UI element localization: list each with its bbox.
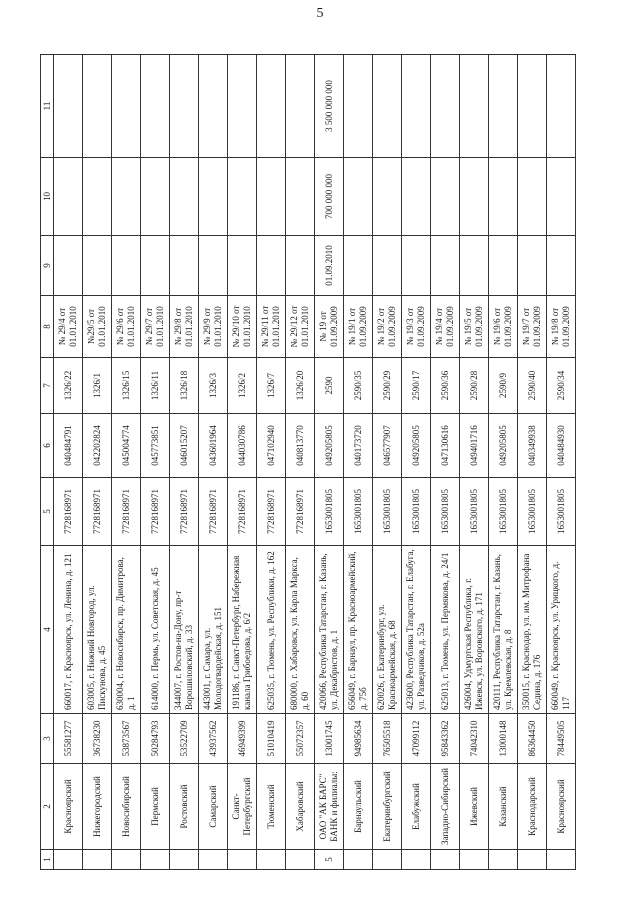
- date-cell: [402, 236, 431, 296]
- okpo-code-cell: 94985634: [344, 714, 373, 764]
- total-limit-cell: [54, 55, 83, 158]
- row-number-cell: [141, 850, 170, 870]
- row-number-cell: [170, 850, 199, 870]
- row-number-cell: [344, 850, 373, 870]
- branch-name-cell: Пермский: [141, 764, 170, 850]
- amount-limit-cell: [489, 158, 518, 236]
- registration-number-cell: 2590/35: [344, 358, 373, 414]
- agreement-number-cell: № 29/10 от 01.01.2010: [228, 296, 257, 358]
- row-number-cell: [489, 850, 518, 870]
- table-row: [518, 55, 547, 870]
- registration-number-cell: 1326/15: [112, 358, 141, 414]
- inn-cell: 1653001805: [315, 478, 344, 546]
- address-cell: 423600, Республика Татарстан, г. Елабуга, ул. Разведчиков, д. 52а: [402, 546, 431, 714]
- total-limit-cell: [170, 55, 199, 158]
- date-cell: [286, 236, 315, 296]
- agreement-number-cell: № 29/9 от 01.01.2010: [199, 296, 228, 358]
- okpo-code-cell: 13000148: [489, 714, 518, 764]
- row-number-cell: [547, 850, 576, 870]
- date-cell: [518, 236, 547, 296]
- registration-number-cell: 1326/7: [257, 358, 286, 414]
- total-limit-cell: [141, 55, 170, 158]
- row-number-cell: [199, 850, 228, 870]
- okpo-code-cell: 50284793: [141, 714, 170, 764]
- column-header-6: 6: [41, 414, 54, 478]
- registration-number-cell: 1326/2: [228, 358, 257, 414]
- okpo-code-cell: 43937562: [199, 714, 228, 764]
- registration-number-cell: 1326/20: [286, 358, 315, 414]
- row-number-cell: [286, 850, 315, 870]
- date-cell: [489, 236, 518, 296]
- amount-limit-cell: [54, 158, 83, 236]
- page-number: 5: [316, 6, 324, 21]
- amount-limit-cell: [112, 158, 141, 236]
- inn-cell: 7728168971: [199, 478, 228, 546]
- registration-number-cell: 2590/34: [547, 358, 576, 414]
- registration-number-cell: 1326/1: [83, 358, 112, 414]
- inn-cell: 1653001805: [344, 478, 373, 546]
- bik-cell: 047130616: [431, 414, 460, 478]
- column-header-8: 8: [41, 296, 54, 358]
- branch-name-cell: Ижевский: [460, 764, 489, 850]
- registration-number-cell: 1326/3: [199, 358, 228, 414]
- address-cell: 625013, г. Тюмень, ул. Пермякова, д. 24/1: [431, 546, 460, 714]
- okpo-code-cell: 55581277: [54, 714, 83, 764]
- registration-number-cell: 2590/29: [373, 358, 402, 414]
- branch-name-cell: Красноярский: [54, 764, 83, 850]
- row-number-cell: [112, 850, 141, 870]
- bik-cell: 045773851: [141, 414, 170, 478]
- bik-cell: 040484930: [547, 414, 576, 478]
- agreement-number-cell: № 29/11 от 01.01.2010: [257, 296, 286, 358]
- column-header-1: 1: [41, 850, 54, 870]
- column-header-3: 3: [41, 714, 54, 764]
- column-header-5: 5: [41, 478, 54, 546]
- date-cell: [460, 236, 489, 296]
- total-limit-cell: [199, 55, 228, 158]
- okpo-code-cell: 74042310: [460, 714, 489, 764]
- row-number-cell: [54, 850, 83, 870]
- table-row: [489, 55, 518, 870]
- branch-name-cell: Красноярский: [547, 764, 576, 850]
- amount-limit-cell: [257, 158, 286, 236]
- bik-cell: 049205805: [315, 414, 344, 478]
- table-row: [431, 55, 460, 870]
- date-cell: [83, 236, 112, 296]
- total-limit-cell: [373, 55, 402, 158]
- table-row: [257, 55, 286, 870]
- total-limit-cell: [518, 55, 547, 158]
- branch-name-cell: Хабаровский: [286, 764, 315, 850]
- date-cell: [228, 236, 257, 296]
- okpo-code-cell: 53522709: [170, 714, 199, 764]
- branch-name-cell: Барнаульский: [344, 764, 373, 850]
- address-cell: 656049, г. Барнаул, пр. Красноармейский, д. 75б: [344, 546, 373, 714]
- total-limit-cell: [257, 55, 286, 158]
- agreement-number-cell: № 29/12 от 01.01.2010: [286, 296, 315, 358]
- inn-cell: 1653001805: [489, 478, 518, 546]
- agreement-number-cell: № 19/6 от 01.09.2009: [489, 296, 518, 358]
- total-limit-cell: [83, 55, 112, 158]
- total-limit-cell: [402, 55, 431, 158]
- agreement-number-cell: № 29/4 от 01.01.2010: [54, 296, 83, 358]
- column-header-10: 10: [41, 158, 54, 236]
- registration-number-cell: 1326/11: [141, 358, 170, 414]
- bik-cell: 040813770: [286, 414, 315, 478]
- registration-number-cell: 2590/28: [460, 358, 489, 414]
- agreement-number-cell: № 19/1 от 01.09.2009: [344, 296, 373, 358]
- address-cell: 660017, г. Красноярск, ул. Ленина, д. 121: [54, 546, 83, 714]
- inn-cell: 7728168971: [170, 478, 199, 546]
- registration-number-cell: 1326/18: [170, 358, 199, 414]
- inn-cell: 7728168971: [141, 478, 170, 546]
- branch-name-cell: Екатеринбургский: [373, 764, 402, 850]
- bik-cell: 040484791: [54, 414, 83, 478]
- bik-cell: 046015207: [170, 414, 199, 478]
- column-header-9: 9: [41, 236, 54, 296]
- address-cell: 660049, г. Красноярск, ул. Урицкого, д. 117: [547, 546, 576, 714]
- branch-name-cell: ОАО "АК БАРС" БАНК и филиалы:: [315, 764, 344, 850]
- agreement-number-cell: № 19/3 от 01.09.2009: [402, 296, 431, 358]
- address-cell: 625035, г. Тюмень, ул. Республики, д. 162: [257, 546, 286, 714]
- agreement-number-cell: № 29/6 от 01.01.2010: [112, 296, 141, 358]
- table-row: [83, 55, 112, 870]
- bik-cell: 049401716: [460, 414, 489, 478]
- table-row: [170, 55, 199, 870]
- okpo-code-cell: 55072357: [286, 714, 315, 764]
- row-number-cell: [402, 850, 431, 870]
- registration-number-cell: 2590/40: [518, 358, 547, 414]
- table-row: [141, 55, 170, 870]
- address-cell: 680000, г. Хабаровск, ул. Карла Маркса, д. 60: [286, 546, 315, 714]
- date-cell: [170, 236, 199, 296]
- table-header-row: [41, 55, 54, 870]
- amount-limit-cell: [83, 158, 112, 236]
- amount-limit-cell: [373, 158, 402, 236]
- date-cell: [199, 236, 228, 296]
- total-limit-cell: [286, 55, 315, 158]
- row-number-cell: [228, 850, 257, 870]
- bik-cell: 040349938: [518, 414, 547, 478]
- amount-limit-cell: [431, 158, 460, 236]
- register-table: [40, 54, 576, 870]
- date-cell: [54, 236, 83, 296]
- amount-limit-cell: [402, 158, 431, 236]
- okpo-code-cell: 46949399: [228, 714, 257, 764]
- branch-name-cell: Санкт-Петербургский: [228, 764, 257, 850]
- branch-name-cell: Нижегородский: [83, 764, 112, 850]
- address-cell: 426004, Удмуртская Республика, г. Ижевск, ул. Воровского, д. 171: [460, 546, 489, 714]
- amount-limit-cell: [460, 158, 489, 236]
- registration-number-cell: 2590/36: [431, 358, 460, 414]
- inn-cell: 1653001805: [460, 478, 489, 546]
- row-number-cell: [83, 850, 112, 870]
- agreement-number-cell: № 19/2 от 01.09.2009: [373, 296, 402, 358]
- row-number-cell: [431, 850, 460, 870]
- branch-name-cell: Елабужский: [402, 764, 431, 850]
- address-cell: 443001, г. Самара, ул. Молодогвардейская, д. 151: [199, 546, 228, 714]
- agreement-number-cell: № 19/4 от 01.09.2009: [431, 296, 460, 358]
- bik-cell: 049205805: [489, 414, 518, 478]
- okpo-code-cell: 53873567: [112, 714, 141, 764]
- okpo-code-cell: 76505518: [373, 714, 402, 764]
- rotated-table-container: [40, 55, 608, 870]
- table-row: [286, 55, 315, 870]
- address-cell: 191186, г. Санкт-Петербург, Набережная канала Грибоедова, д. 6/2: [228, 546, 257, 714]
- total-limit-cell: [460, 55, 489, 158]
- agreement-number-cell: № 19/5 от 01.09.2009: [460, 296, 489, 358]
- bik-cell: 040173720: [344, 414, 373, 478]
- column-header-11: 11: [41, 55, 54, 158]
- amount-limit-cell: [228, 158, 257, 236]
- date-cell: [112, 236, 141, 296]
- row-number-cell: [460, 850, 489, 870]
- amount-limit-cell: [518, 158, 547, 236]
- branch-name-cell: Казанский: [489, 764, 518, 850]
- okpo-code-cell: 51010419: [257, 714, 286, 764]
- amount-limit-cell: [547, 158, 576, 236]
- registration-number-cell: 2590/9: [489, 358, 518, 414]
- address-cell: 603005, г. Нижний Новгород, ул. Пискунова, д. 45: [83, 546, 112, 714]
- amount-limit-cell: [344, 158, 373, 236]
- branch-name-cell: Ростовский: [170, 764, 199, 850]
- registration-number-cell: 2590: [315, 358, 344, 414]
- okpo-code-cell: 47099112: [402, 714, 431, 764]
- amount-limit-cell: [199, 158, 228, 236]
- bik-cell: 046577907: [373, 414, 402, 478]
- address-cell: 350015, г. Краснодар, ул. им. Митрофана Седина, д. 176: [518, 546, 547, 714]
- column-header-7: 7: [41, 358, 54, 414]
- total-limit-cell: [547, 55, 576, 158]
- address-cell: 344007, г. Ростов-на-Дону, пр-т Ворошиловский, д. 33: [170, 546, 199, 714]
- table-row: [460, 55, 489, 870]
- branch-name-cell: Западно-Сибирский: [431, 764, 460, 850]
- total-limit-cell: [489, 55, 518, 158]
- bik-cell: 047102940: [257, 414, 286, 478]
- date-cell: [344, 236, 373, 296]
- inn-cell: 1653001805: [547, 478, 576, 546]
- total-limit-cell: [112, 55, 141, 158]
- date-cell: [431, 236, 460, 296]
- branch-name-cell: Новосибирский: [112, 764, 141, 850]
- address-cell: 420066, Республика Татарстан, г. Казань, ул. Декабристов, д. 1: [315, 546, 344, 714]
- inn-cell: 7728168971: [83, 478, 112, 546]
- total-limit-cell: [228, 55, 257, 158]
- inn-cell: 1653001805: [431, 478, 460, 546]
- row-number-cell: [257, 850, 286, 870]
- table-row: [344, 55, 373, 870]
- branch-name-cell: Самарский: [199, 764, 228, 850]
- inn-cell: 7728168971: [257, 478, 286, 546]
- inn-cell: 1653001805: [373, 478, 402, 546]
- table-row: [402, 55, 431, 870]
- address-cell: 614000, г. Пермь, ул. Советская, д. 45: [141, 546, 170, 714]
- date-cell: [373, 236, 402, 296]
- inn-cell: 7728168971: [228, 478, 257, 546]
- branch-name-cell: Краснодарский: [518, 764, 547, 850]
- branch-name-cell: Тюменский: [257, 764, 286, 850]
- bik-cell: 044030786: [228, 414, 257, 478]
- agreement-number-cell: № 19 от 01.09.2009: [315, 296, 344, 358]
- inn-cell: 1653001805: [402, 478, 431, 546]
- date-cell: [547, 236, 576, 296]
- okpo-code-cell: 36738230: [83, 714, 112, 764]
- address-cell: 630004, г. Новосибирск, пр. Димитрова, д. 1: [112, 546, 141, 714]
- date-cell: 01.09.2010: [315, 236, 344, 296]
- agreement-number-cell: № 29/7 от 01.01.2010: [141, 296, 170, 358]
- amount-limit-cell: [286, 158, 315, 236]
- row-number-cell: [518, 850, 547, 870]
- inn-cell: 7728168971: [286, 478, 315, 546]
- column-header-2: 2: [41, 764, 54, 850]
- address-cell: 420111, Республика Татарстан, г. Казань, ул. Кремлевская, д. 8: [489, 546, 518, 714]
- okpo-code-cell: 86364450: [518, 714, 547, 764]
- agreement-number-cell: № 19/8 от 01.09.2009: [547, 296, 576, 358]
- total-limit-cell: [431, 55, 460, 158]
- table-row: [315, 55, 344, 870]
- okpo-code-cell: 13001745: [315, 714, 344, 764]
- table-row: [547, 55, 576, 870]
- okpo-code-cell: 78449505: [547, 714, 576, 764]
- agreement-number-cell: №29/5 от 01.01.2010: [83, 296, 112, 358]
- table-row: [373, 55, 402, 870]
- okpo-code-cell: 95843362: [431, 714, 460, 764]
- registration-number-cell: 2590/17: [402, 358, 431, 414]
- inn-cell: 7728168971: [112, 478, 141, 546]
- table-row: [54, 55, 83, 870]
- total-limit-cell: [344, 55, 373, 158]
- registration-number-cell: 1326/22: [54, 358, 83, 414]
- row-number-cell: 5: [315, 850, 344, 870]
- table-row: [228, 55, 257, 870]
- amount-limit-cell: [170, 158, 199, 236]
- date-cell: [257, 236, 286, 296]
- bik-cell: 045004774: [112, 414, 141, 478]
- column-header-4: 4: [41, 546, 54, 714]
- inn-cell: 1653001805: [518, 478, 547, 546]
- table-row: [112, 55, 141, 870]
- address-cell: 620026, г. Екатеринбург, ул. Красноармейская, д. 68: [373, 546, 402, 714]
- date-cell: [141, 236, 170, 296]
- table-row: [199, 55, 228, 870]
- amount-limit-cell: [141, 158, 170, 236]
- row-number-cell: [373, 850, 402, 870]
- agreement-number-cell: № 19/7 от 01.09.2009: [518, 296, 547, 358]
- table-body: [54, 55, 576, 870]
- total-limit-cell: 3 500 000 000: [315, 55, 344, 158]
- inn-cell: 7728168971: [54, 478, 83, 546]
- bik-cell: 042202824: [83, 414, 112, 478]
- bik-cell: 049205805: [402, 414, 431, 478]
- amount-limit-cell: 700 000 000: [315, 158, 344, 236]
- agreement-number-cell: № 29/8 от 01.01.2010: [170, 296, 199, 358]
- bik-cell: 043601964: [199, 414, 228, 478]
